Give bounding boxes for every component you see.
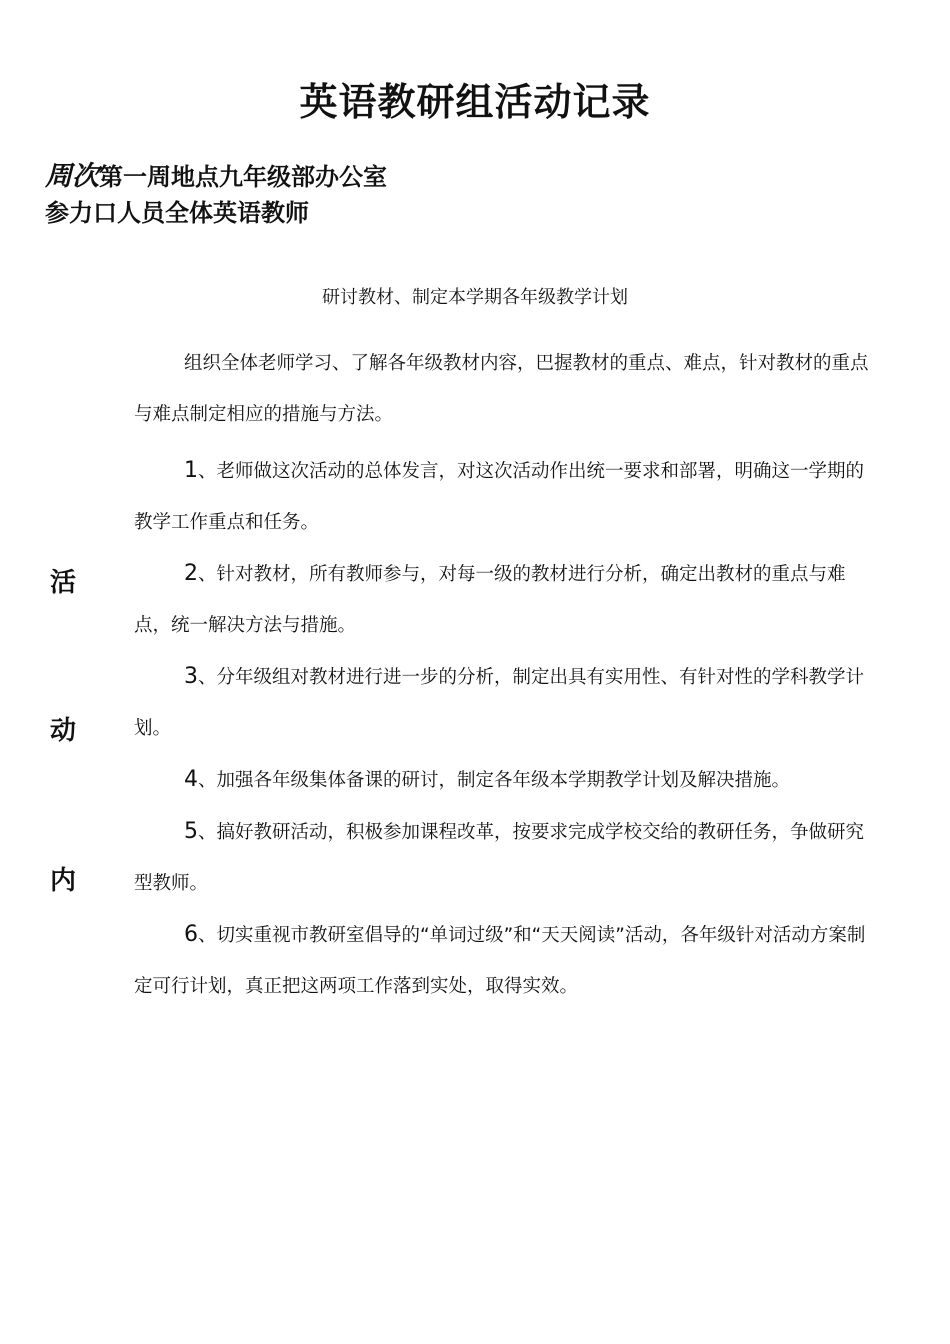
side-label-char-2: 动 <box>50 716 77 746</box>
location-value: 九年级部办公室 <box>219 163 387 191</box>
location-label: 地点 <box>171 163 219 191</box>
item-number: 4 <box>184 767 198 792</box>
item-number: 6 <box>184 922 198 947</box>
item-number: 5 <box>184 819 198 844</box>
side-label-char-3: 内 <box>50 866 77 896</box>
activity-item-3 <box>134 651 869 754</box>
item-text: 、切实重视市教研室倡导的“单词过级”和“天天阅读”活动，各年级针对活动方案制定可行计划，真正把这两项工作落到实处，取得实效。 <box>134 925 866 997</box>
item-number: 3 <box>184 664 198 689</box>
side-label-char-1: 活 <box>50 568 77 598</box>
activity-items-list <box>134 445 869 1012</box>
week-label: 周次 <box>45 161 99 192</box>
meta-participants <box>45 196 309 230</box>
document-title: 英语教研组活动记录 <box>299 80 651 124</box>
participants-label: 参力口人员 <box>45 199 165 227</box>
week-value: 第一周 <box>99 163 171 191</box>
item-text: 、针对教材，所有教师参与，对每一级的教材进行分析，确定出教材的重点与难点，统一解决方法与措施。 <box>134 564 846 636</box>
meta-week-location <box>45 160 387 194</box>
item-text: 、搞好教研活动，积极参加课程改革，按要求完成学校交给的教研任务，争做研究型教师。 <box>134 822 865 894</box>
activity-item-5 <box>134 806 869 909</box>
item-text: 、分年级组对教材进行进一步的分析，制定出具有实用性、有针对性的学科教学计划。 <box>134 667 865 739</box>
activity-intro: 组织全体老师学习、了解各年级教材内容，巴握教材的重点、难点，针对教材的重点与难点制定相应的措施与方法。 <box>134 353 869 425</box>
item-text: 、老师做这次活动的总体发言，对这次活动作出统一要求和部署，明确这一学期的教学工作重点和任务。 <box>134 461 865 533</box>
activity-item-2 <box>134 548 869 651</box>
activity-topic: 研讨教材、制定本学期各年级教学计划 <box>322 287 628 308</box>
item-number: 2 <box>184 561 198 586</box>
activity-item-1 <box>134 445 869 548</box>
item-text: 、加强各年级集体备课的研讨，制定各年级本学期教学计划及解决措施。 <box>198 770 791 791</box>
participants-value: 全体英语教师 <box>165 199 309 227</box>
activity-item-6 <box>134 909 869 1012</box>
activity-item-4 <box>134 754 869 806</box>
item-number: 1 <box>184 458 198 483</box>
